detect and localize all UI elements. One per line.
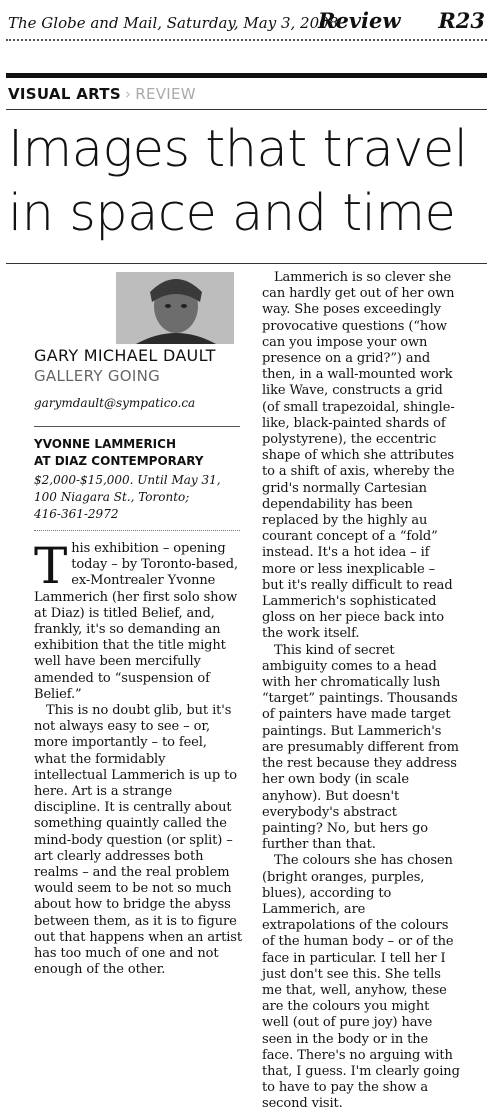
infobox-rule — [34, 426, 240, 427]
article-paragraph: This exhibition – opening today – by Toronto-based, ex-Montrealer Yvonne Lammerich (her first solo show at Diaz) is titled Belief, and, frankly, it's so demanding an exhibition that the title might well have been mercifully amended to “suspension of Belief.” — [34, 537, 239, 702]
kicker-rule — [6, 109, 487, 110]
byline-name: GARY MICHAEL DAULT — [34, 346, 216, 365]
masthead-page-number: R23 — [438, 8, 485, 33]
article-paragraph: This is no doubt glib, but it's not always easy to see – or, more importantly – to feel, what the formidably intellectual Lammerich is up to here. Art is a strange discipline. It is centrally about something quaintly called the mind-body question (or split) – art clearly addresses both realms – and the real problem would seem to be not so much about how to bridge the abyss between them, as it is to figure out that happens when an artist has too much of one and not enough of the other. — [34, 703, 242, 978]
headline — [8, 118, 489, 246]
kicker-sub: REVIEW — [135, 85, 196, 103]
masthead-section: Review — [318, 8, 401, 33]
article-column-left — [34, 537, 242, 978]
masthead-paper-date: The Globe and Mail, Saturday, May 3, 2008 — [8, 14, 339, 32]
author-photo — [116, 272, 234, 344]
article-paragraph: Lammerich is so clever she can hardly get out of her own way. She poses exceedingly provocative questions (“how can you impose your own presence on a grid?”) and then, in a wall-mounted work like Wave, constructs a grid (of small trapezoidal, shingle-like, black-painted shards of polystyrene), the eccentric shape of which she attributes to a shift of axis, whereby the grid's normally Cartesian dependability has been replaced by the highly au courant concept of a “fold” instead. It's a hot idea – if more or less inexplicable – but it's really difficult to read Lammerich's sophisticated gloss on her piece back into the work itself. — [262, 270, 455, 642]
article-paragraph: The colours she has chosen (bright oranges, purples, blues), according to Lammerich, are extrapolations of the colours of the human body – or of the face in particular. I tell her I just don't see this. She tells me that, well, anyhow, these are the colours you might well (out of pure joy) have seen in the body or in the face. There's no arguing with that, I guess. I'm clearly going to have to pay the show a second visit. — [262, 853, 460, 1112]
infobox-detail-price: $2,000-$15,000. Until May 31, — [34, 473, 221, 487]
infobox-title-line-2: AT DIAZ CONTEMPORARY — [34, 454, 204, 468]
byline-email: garymdault@sympatico.ca — [34, 396, 196, 410]
section-rule — [6, 73, 487, 78]
article-paragraph: This kind of secret ambiguity comes to a head with her chromatically lush “target” paintings. Thousands of painters have made target paintings. But Lammerich's are presumably different from the rest because they address her own body (in scale anyhow). But doesn't everybody's abstract painting? No, but hers go further than that. — [262, 642, 459, 853]
headline-rule — [6, 263, 487, 264]
infobox-bottom-rule — [34, 530, 240, 531]
infobox-details — [34, 472, 221, 523]
headline-line-1: Images that travel — [8, 120, 468, 179]
infobox-title — [34, 436, 203, 470]
article-column-right — [262, 270, 460, 1113]
infobox-detail-address: 100 Niagara St., Toronto; — [34, 490, 190, 504]
infobox-title-line-1: YVONNE LAMMERICH — [34, 437, 176, 451]
dotted-divider — [6, 39, 487, 41]
masthead — [6, 6, 487, 38]
author-portrait-icon — [116, 272, 234, 344]
drop-cap: T — [34, 537, 68, 595]
infobox-detail-phone: 416-361-2972 — [34, 507, 119, 521]
kicker-separator-icon: › — [124, 85, 132, 103]
headline-line-2: in space and time — [8, 184, 456, 243]
byline-column: GALLERY GOING — [34, 367, 161, 385]
kicker — [8, 85, 196, 103]
kicker-main: VISUAL ARTS — [8, 85, 121, 103]
